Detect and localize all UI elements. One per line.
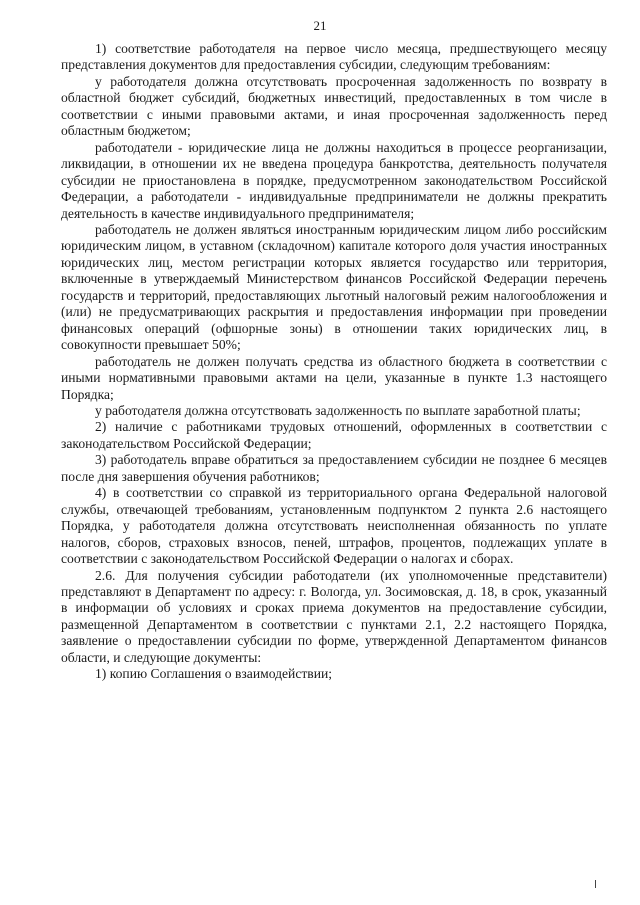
paragraph-section-2-6: 2.6. Для получения субсидии работодатели (их уполномоченные представители) представляют в Департамент по адресу: г. Вологда, ул. Зосимовская, д. 18, в срок, указанный в информации об условиях и сроках приема документов на предоставление субсидии, размещенной Департаментом в соответствии с пунктами 2.1, 2.2 настоящего Порядка, заявление о предоставлении субсидии по форме, утвержденной Департаментом финансов области, и следующие документы: (61, 567, 607, 665)
paragraph-agreement-copy: 1) копию Соглашения о взаимодействии; (95, 666, 333, 682)
paragraph-not-foreign-entity: работодатель не должен являться иностранным юридическим лицом либо российским юридическим лицом, в уставном (складочном) капитале которого доля участия иностранных юридических лиц, местом регистрации которых является государство или территория, включенные в утверждаемый Министерством финансов Российской Федерации перечень государств и территорий, предоставляющих льготный налоговый режим налогообложения и (или) не предусматривающих раскрытия и предоставления информации при проведении финансовых операций (офшорные зоны) в отношении таких юридических лиц, в совокупности превышает 50%; (61, 221, 607, 353)
scan-margin-mark (595, 880, 596, 888)
paragraph-no-wage-debt: у работодателя должна отсутствовать задолженность по выплате заработной платы; (95, 402, 581, 418)
paragraph-labor-relations: 2) наличие с работниками трудовых отношений, оформленных в соответствии с законодательством Российской Федерации; (61, 419, 607, 451)
page-number: 21 (313, 18, 327, 33)
paragraph-no-reorganization: работодатели - юридические лица не должны находиться в процессе реорганизации, ликвидации, в отношении их не введена процедура банкротства, деятельность получателя субсидии не приостановлена в порядке, предусмотренном законодательством Российской Федерации, а работодатели - индивидуальные предприниматели не должны прекратить деятельность в качестве индивидуального предпринимателя; (61, 139, 607, 221)
paragraph-no-overdue-debt: у работодателя должна отсутствовать просроченная задолженность по возврату в областной бюджет субсидий, бюджетных инвестиций, предоставленных в том числе в соответствии с иными правовыми актами, и иная просроченная задолженность перед областным бюджетом; (61, 73, 607, 139)
paragraph-application-deadline: 3) работодатель вправе обратиться за предоставлением субсидии не позднее 6 месяцев после дня завершения обучения работников; (61, 452, 607, 484)
document-body (61, 41, 607, 683)
paragraph-tax-certificate: 4) в соответствии со справкой из территориального органа Федеральной налоговой службы, отвечающей требованиям, установленным подпунктом 2 пункта 2.6 настоящего Порядка, у работодателя должна отсутствовать неисполненная обязанность по уплате налогов, сборов, страховых взносов, пеней, штрафов, процентов, подлежащих уплате в соответствии с законодательством Российской Федерации о налогах и сборах. (61, 485, 607, 567)
paragraph-requirements-intro: 1) соответствие работодателя на первое число месяца, предшествующего месяцу представления документов для предоставления субсидии, следующим требованиям: (61, 41, 607, 73)
paragraph-no-other-funds: работодатель не должен получать средства из областного бюджета в соответствии с иными нормативными правовыми актами на цели, указанные в пункте 1.3 настоящего Порядка; (61, 353, 607, 402)
